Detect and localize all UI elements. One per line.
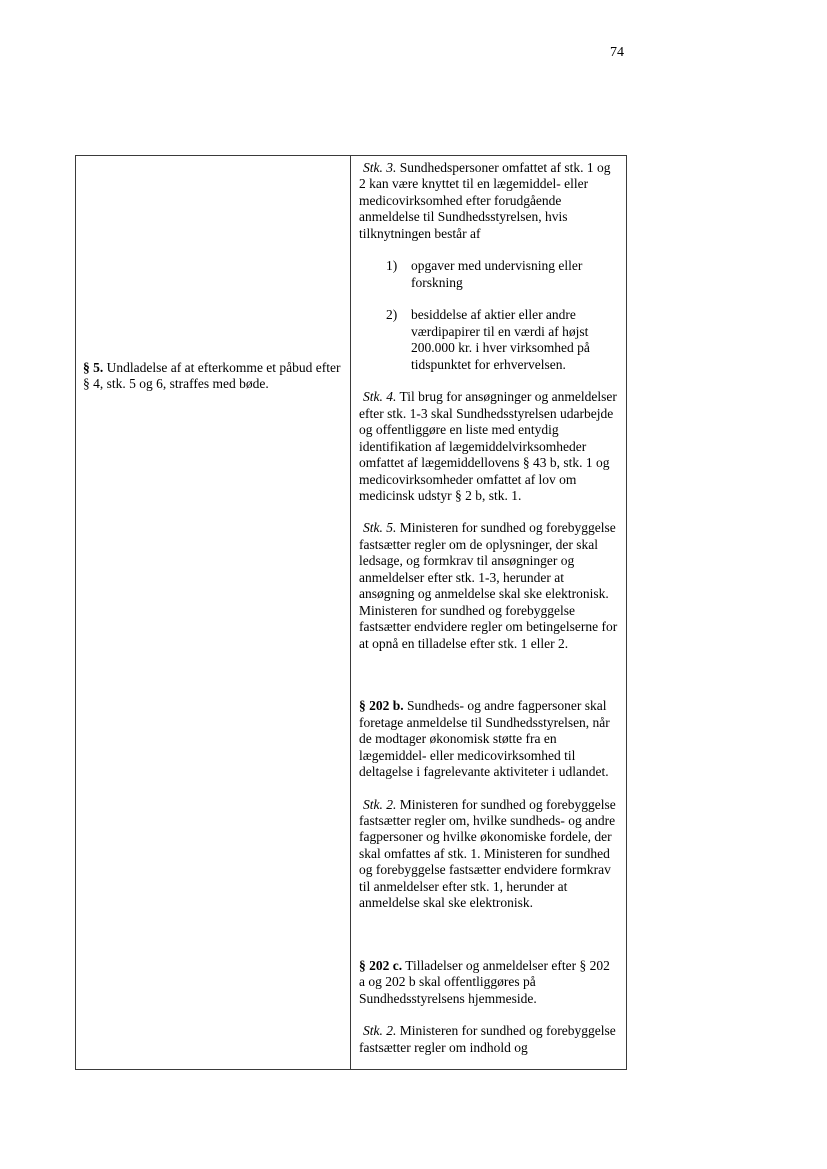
- stk-5-text: Ministeren for sundhed og forebyggelse fastsætter regler om de oplysninger, der skal ledsage, og formkrav til ansøgninger og anmeldelser efter stk. 1-3, herunder at ansøgning og anmeldelse skal ske elektronisk. Ministeren for sundhed og forebyggelse fastsætter endvidere regler om betingelserne for at opnå en tilladelse efter stk. 1 eller 2.: [359, 520, 618, 651]
- stk-2-202c-paragraph: [359, 1023, 618, 1056]
- section-202b-text: Sundheds- og andre fagpersoner skal foretage anmeldelse til Sundhedsstyrelsen, når de modtager økonomisk støtte fra en lægemiddel- eller medicovirksomhed til deltagelse i fagrelevante aktiviteter i udlandet.: [359, 698, 610, 780]
- list-item-2: [359, 307, 618, 373]
- stk-2-202c-text: Ministeren for sundhed og forebyggelse fastsætter regler om indhold og: [359, 1023, 616, 1055]
- stk-2-202b-lead: Stk. 2.: [363, 796, 397, 812]
- list-item-2-text: besiddelse af aktier eller andre værdipapirer til en værdi af højst 200.000 kr. i hver virksomhed på tidspunktet for erhvervelsen.: [411, 307, 590, 372]
- section-5-text: Undladelse af at efterkomme et påbud efter § 4, stk. 5 og 6, straffes med bøde.: [83, 360, 341, 392]
- section-5-lead: § 5.: [83, 360, 104, 375]
- section-202b-paragraph: [359, 698, 618, 780]
- stk-2-202c-lead: Stk. 2.: [363, 1023, 397, 1039]
- section-202c-text: Tilladelser og anmeldelser efter § 202 a og 202 b skal offentliggøres på Sundhedsstyrelsens hjemmeside.: [359, 957, 610, 1006]
- stk-2-202b-paragraph: [359, 797, 618, 912]
- stk-2-202b-text: Ministeren for sundhed og forebyggelse fastsætter regler om, hvilke sundheds- og andre fagpersoner og hvilke økonomiske fordele, der skal omfattes af stk. 1. Ministeren for sundhed og forebyggelse fastsætter endvidere formkrav til anmeldelser efter stk. 1, herunder at anmeldelse skal ske elektronisk.: [359, 796, 616, 911]
- list-item-1-marker: 1): [386, 258, 398, 274]
- section-202c-lead: § 202 c.: [359, 957, 403, 973]
- stk-3-paragraph: [359, 160, 618, 242]
- left-column-cell: [76, 156, 351, 1069]
- stk-3-text: Sundhedspersoner omfattet af stk. 1 og 2 kan være knyttet til en lægemiddel- eller medicovirksomhed efter forudgående anmeldelse til Sundhedsstyrelsen, hvis tilknytningen består af: [359, 160, 611, 241]
- stk-3-lead: Stk. 3.: [363, 160, 397, 175]
- section-202b-lead: § 202 b.: [359, 698, 404, 714]
- stk-4-paragraph: [359, 389, 618, 504]
- page-number: 74: [610, 45, 624, 60]
- section-5-paragraph: [83, 360, 343, 393]
- right-column-cell: [351, 156, 626, 1069]
- list-item-2-marker: 2): [386, 307, 398, 323]
- stk-5-lead: Stk. 5.: [363, 520, 397, 536]
- section-202c-paragraph: [359, 958, 618, 1007]
- stk-4-lead: Stk. 4.: [363, 389, 397, 405]
- law-table: [75, 155, 627, 1070]
- list-item-1-text: opgaver med undervisning eller forskning: [411, 258, 583, 290]
- numbered-list: [359, 258, 618, 373]
- stk-4-text: Til brug for ansøgninger og anmeldelser efter stk. 1-3 skal Sundhedsstyrelsen udarbejde og offentliggøre en liste med entydig identifikation af lægemiddelvirksomheder omfattet af lægemiddellovens § 43 b, stk. 1 og medicovirksomheder omfattet af lov om medicinsk udstyr § 2 b, stk. 1.: [359, 389, 617, 503]
- stk-5-paragraph: [359, 520, 618, 652]
- list-item-1: [359, 258, 618, 291]
